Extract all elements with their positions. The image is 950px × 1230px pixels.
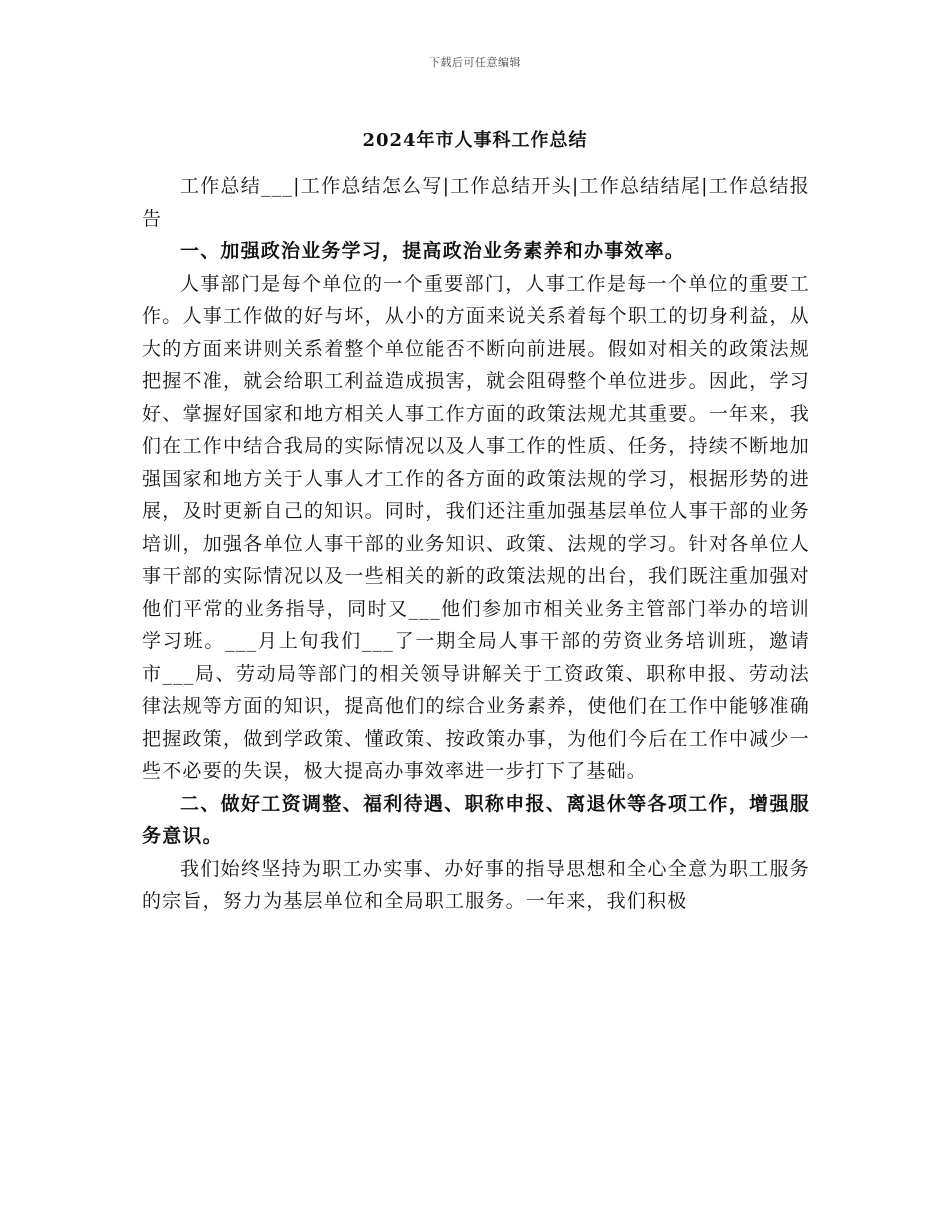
section-heading-2: 二、做好工资调整、福利待遇、职称申报、离退休等各项工作，增强服务意识。 — [142, 792, 810, 847]
document-title: 2024年市人事科工作总结 — [362, 130, 588, 151]
section-heading-1: 一、加强政治业务学习，提高政治业务素养和办事效率。 — [180, 240, 686, 262]
tags-line: 工作总结___|工作总结怎么写|工作总结开头|工作总结结尾|工作总结报告 — [142, 175, 810, 230]
section-paragraph-1: 人事部门是每个单位的一个重要部门，人事工作是每一个单位的重要工作。人事工作做的好与坏，从小的方面来说关系着每个职工的切身利益，从大的方面来讲则关系着整个单位能否不断向前进展。假如对相关的政策法规把握不准，就会给职工利益造成损害，就会阻碍整个单位进步。因此，学习好、掌握好国家和地方相关人事工作方面的政策法规尤其重要。一年来，我们在工作中结合我局的实际情况以及人事工作的性质、任务，持续不断地加强国家和地方关于人事人才工作的各方面的政策法规的学习，根据形势的进展，及时更新自己的知识。同时，我们还注重加强基层单位人事干部的业务培训，加强各单位人事干部的业务知识、政策、法规的学习。针对各单位人事干部的实际情况以及一些相关的新的政策法规的出台，我们既注重加强对他们平常的业务指导，同时又___他们参加市相关业务主管部门举办的培训学习班。___月上旬我们___了一期全局人事干部的劳资业务培训班，邀请市___局、劳动局等部门的相关领导讲解关于工资政策、职称申报、劳动法律法规等方面的知识，提高他们的综合业务素养，使他们在工作中能够准确把握政策，做到学政策、懂政策、按政策办事，为他们今后在工作中减少一些不必要的失误，极大提高办事效率进一步打下了基础。 — [142, 272, 810, 782]
page-header-note: 下载后可任意编辑 — [429, 56, 521, 69]
document-body — [142, 170, 810, 918]
section-paragraph-2: 我们始终坚持为职工办实事、办好事的指导思想和全心全意为职工服务的宗旨，努力为基层单位和全局职工服务。一年来，我们积极 — [142, 857, 810, 912]
